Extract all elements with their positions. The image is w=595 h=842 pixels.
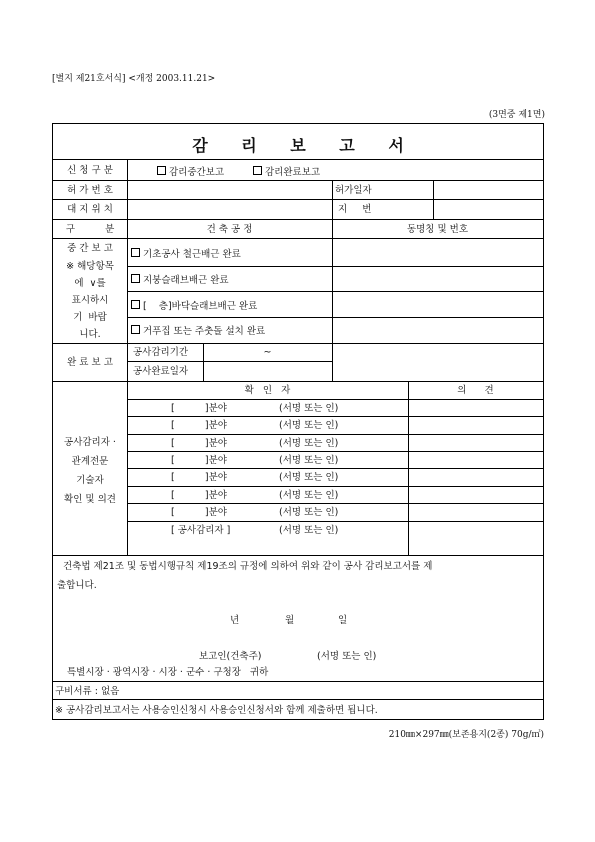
confirmer-field[interactable]: [ ]분야 (171, 455, 227, 466)
confirmer-field[interactable]: [ ]분야 (171, 438, 227, 449)
checkbox[interactable] (131, 300, 140, 309)
interim-item-label: 지붕슬래브배근 완료 (143, 275, 229, 286)
confirmer-sign[interactable]: (서명 또는 인) (279, 403, 339, 414)
site-location-label: 대 지 위 치 (67, 204, 113, 215)
interim-report-label: 중 간 보 고 (67, 243, 113, 254)
paper-spec: 210㎜×297㎜(보존용지(2종) 70g/㎡) (388, 730, 544, 740)
site-location-field[interactable] (129, 201, 331, 217)
building-name-header: 동명칭 및 번호 (406, 224, 469, 235)
permit-number-field[interactable] (129, 182, 331, 198)
attachments: 구비서류 : 없음 (55, 686, 120, 697)
confirmer-field[interactable]: [ 공사감리자 ] (171, 525, 231, 536)
interim-report-option[interactable] (157, 166, 224, 178)
form-title: 감 리 보 고 서 (192, 136, 418, 155)
statement-line: 출합니다. (57, 580, 97, 591)
opinion-header: 의 견 (457, 385, 494, 396)
confirmer-header: 확 인 자 (244, 385, 291, 396)
confirmation-label-line: 공사감리자 · (64, 437, 116, 448)
reporter-sign: (서명 또는 인) (317, 651, 377, 662)
construction-process-header: 건 축 공 정 (206, 224, 253, 235)
confirmer-sign[interactable]: (서명 또는 인) (279, 525, 339, 536)
completion-report-checkbox[interactable] (253, 166, 262, 175)
confirmer-sign[interactable]: (서명 또는 인) (279, 455, 339, 466)
interim-item-label: [ 층]바닥슬래브배근 완료 (143, 301, 258, 312)
submission-note: ※ 공사감리보고서는 사용승인신청시 사용승인신청서와 함께 제출하면 됩니다. (55, 705, 378, 716)
completion-report-label: 완 료 보 고 (67, 357, 113, 368)
confirmer-field[interactable]: [ ]분야 (171, 490, 227, 501)
completion-report-option[interactable] (253, 166, 320, 178)
interim-note-line: 에 ∨를 (74, 278, 106, 289)
opinion-field[interactable] (410, 522, 541, 537)
division-label: 구 분 (65, 224, 115, 235)
date-year: 년 (230, 615, 240, 626)
confirmer-field[interactable]: [ ]분야 (171, 420, 227, 431)
date-month: 월 (285, 615, 295, 626)
interim-note-line: 기 바랍 (73, 312, 107, 323)
opinion-field[interactable] (410, 417, 541, 432)
opinion-field[interactable] (410, 452, 541, 467)
confirmation-label-line: 관계전문 (71, 456, 109, 467)
interim-item-floor-slab[interactable] (131, 300, 257, 312)
opinion-field[interactable] (410, 469, 541, 484)
opinion-field[interactable] (410, 400, 541, 415)
supervision-period-separator: ~ (263, 347, 272, 358)
confirmer-field[interactable]: [ ]분야 (171, 403, 227, 414)
page-info: (3면중 제1면) (488, 110, 545, 120)
interim-item-formwork[interactable] (131, 325, 265, 337)
checkbox[interactable] (131, 325, 140, 334)
permit-number-label: 허 가 번 호 (67, 185, 113, 196)
confirmer-sign[interactable]: (서명 또는 인) (279, 420, 339, 431)
report-form (52, 123, 544, 720)
lot-number-field[interactable] (435, 201, 541, 217)
confirmer-sign[interactable]: (서명 또는 인) (279, 438, 339, 449)
interim-report-checkbox[interactable] (157, 166, 166, 175)
opinion-field[interactable] (410, 487, 541, 502)
confirmer-field[interactable]: [ ]분야 (171, 472, 227, 483)
interim-report-option-label: 감리중간보고 (169, 167, 225, 178)
lot-number-label: 지 번 (338, 204, 372, 215)
permit-date-label: 허가일자 (335, 185, 372, 196)
checkbox[interactable] (131, 248, 140, 257)
interim-item-foundation[interactable] (131, 248, 241, 260)
confirmer-field[interactable]: [ ]분야 (171, 507, 227, 518)
reporter-label: 보고인(건축주) (199, 651, 262, 662)
confirmer-sign[interactable]: (서명 또는 인) (279, 472, 339, 483)
date-day: 일 (338, 615, 348, 626)
recipient: 특별시장 · 광역시장 · 시장 · 군수 · 구청장 귀하 (67, 667, 269, 678)
checkbox[interactable] (131, 274, 140, 283)
permit-date-field[interactable] (435, 182, 541, 198)
interim-item-label: 기초공사 철근배근 완료 (143, 249, 241, 260)
interim-item-label: 거푸집 또는 주춧돌 설치 완료 (143, 326, 266, 337)
opinion-field[interactable] (410, 435, 541, 450)
confirmation-label-line: 기술자 (76, 475, 104, 486)
confirmation-label-line: 확인 및 의견 (64, 494, 116, 505)
form-number: [별지 제21호서식] <개정 2003.11.21> (52, 74, 216, 84)
completion-date-label: 공사완료일자 (133, 366, 189, 377)
supervision-period-label: 공사감리기간 (133, 347, 189, 358)
interim-item-roof-slab[interactable] (131, 274, 229, 286)
interim-note-line: 니다. (79, 329, 101, 340)
interim-note-line: ※ 해당항목 (66, 261, 114, 272)
interim-note-line: 표시하시 (71, 295, 109, 306)
statement-line: 건축법 제21조 및 동법시행규칙 제19조의 규정에 의하여 위와 같이 공사 감리보고서를 제 (63, 561, 433, 572)
completion-report-option-label: 감리완료보고 (265, 167, 321, 178)
confirmer-sign[interactable]: (서명 또는 인) (279, 507, 339, 518)
confirmer-sign[interactable]: (서명 또는 인) (279, 490, 339, 501)
opinion-field[interactable] (410, 504, 541, 519)
application-type-label: 신 청 구 분 (67, 165, 113, 176)
